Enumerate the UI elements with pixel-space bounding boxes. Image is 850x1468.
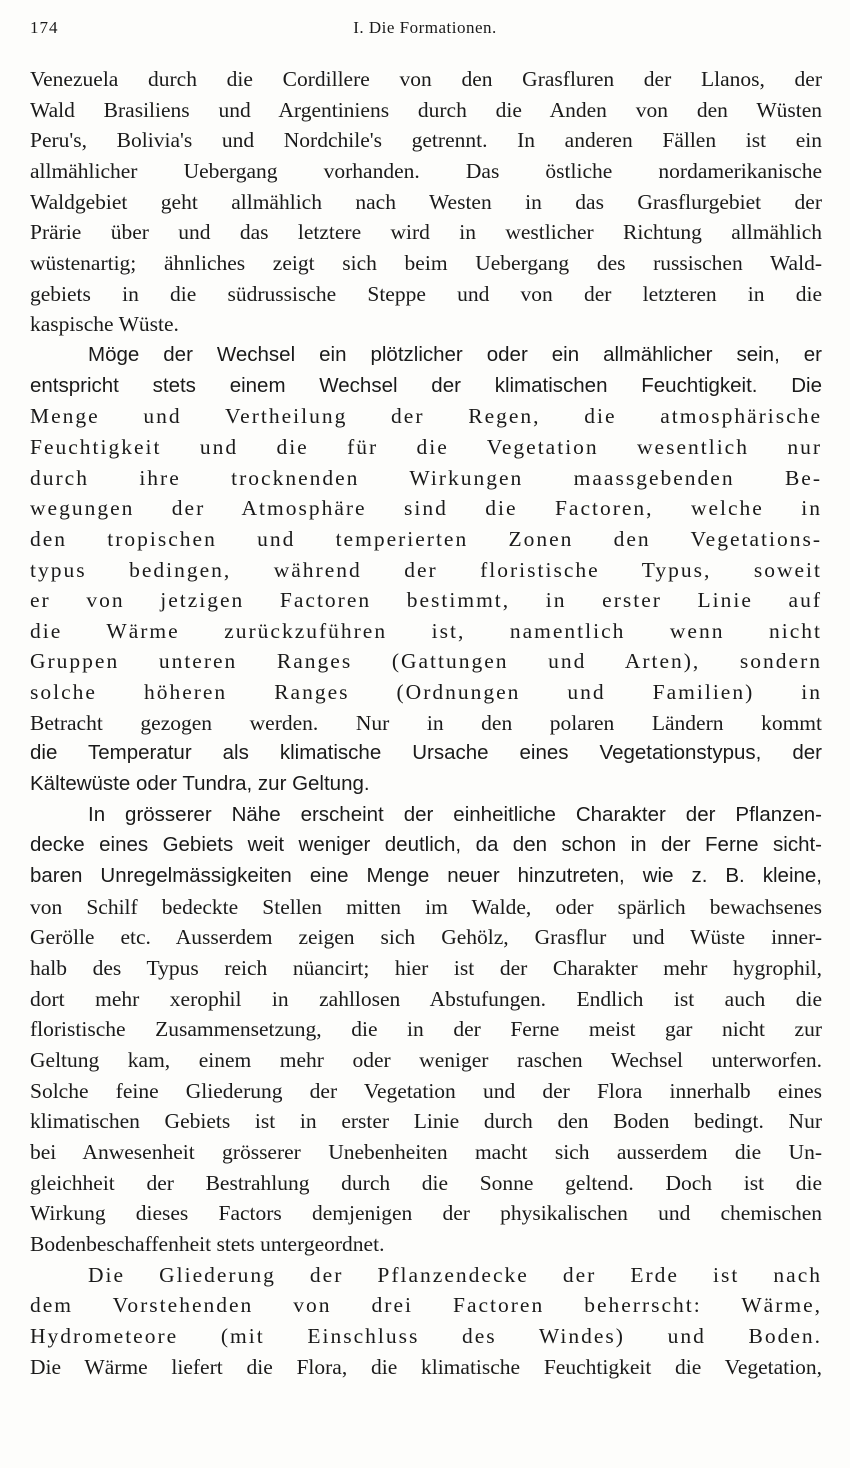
text-line: gebiets in die südrussische Steppe und von der letzteren in die — [30, 281, 822, 306]
page-header — [30, 18, 820, 46]
text-line: Menge und Vertheilung der Regen, die atmosphärische — [30, 404, 822, 429]
text-line: Gruppen unteren Ranges (Gattungen und Arten), sondern — [30, 649, 822, 674]
text-line: decke eines Gebiets weit weniger deutlich, da den schon in der Ferne sicht- — [30, 833, 822, 857]
text-line: Betracht gezogen werden. Nur in den polaren Ländern kommt — [30, 710, 822, 735]
text-line: Solche feine Gliederung der Vegetation und der Flora innerhalb eines — [30, 1078, 822, 1103]
text-line: Gerölle etc. Ausserdem zeigen sich Gehölz, Grasflur und Wüste inner- — [30, 925, 822, 950]
text-line: die Temperatur als klimatische Ursache eines Vegetationstypus, der — [30, 741, 822, 765]
text-line: In grösserer Nähe erscheint der einheitliche Charakter der Pflanzen- — [88, 802, 822, 826]
text-line: dort mehr xerophil in zahllosen Abstufungen. Endlich ist auch die — [30, 986, 822, 1011]
text-line: Geltung kam, einem mehr oder weniger raschen Wechsel unterworfen. — [30, 1048, 822, 1072]
text-line: Feuchtigkeit und die für die Vegetation wesentlich nur — [30, 434, 822, 459]
text-line: bei Anwesenheit grösserer Unebenheiten macht sich ausserdem die Un- — [30, 1139, 822, 1164]
page-number: 174 — [30, 18, 59, 37]
text-line: allmählicher Uebergang vorhanden. Das östliche nordamerikanische — [30, 158, 822, 183]
text-line: dem Vorstehenden von drei Factoren beherrscht: Wärme, — [30, 1293, 822, 1318]
body-text — [30, 64, 822, 1382]
text-line: den tropischen und temperierten Zonen den Vegetations- — [30, 526, 822, 551]
text-line: Möge der Wechsel ein plötzlicher oder ein allmählicher sein, er — [88, 342, 822, 366]
text-line: Kältewüste oder Tundra, zur Geltung. — [30, 772, 370, 796]
text-line: Hydrometeore (mit Einschluss des Windes) und Boden. — [30, 1323, 822, 1348]
text-line: die Wärme zurückzuführen ist, namentlich wenn nicht — [30, 618, 822, 643]
text-line: solche höheren Ranges (Ordnungen und Familien) in — [30, 680, 822, 705]
text-line: Die Gliederung der Pflanzendecke der Erde ist nach — [88, 1262, 822, 1287]
text-line: durch ihre trocknenden Wirkungen maassgebenden Be- — [30, 465, 822, 490]
text-line: Prärie über und das letztere wird in westlicher Richtung allmählich — [30, 220, 822, 245]
text-line: von Schilf bedeckte Stellen mitten im Walde, oder spärlich bewachsenes — [30, 894, 822, 919]
text-line: Peru's, Bolivia's und Nordchile's getrennt. In anderen Fällen ist ein — [30, 128, 822, 153]
text-line: gleichheit der Bestrahlung durch die Sonne geltend. Doch ist die — [30, 1170, 822, 1195]
text-line: Die Wärme liefert die Flora, die klimatische Feuchtigkeit die Vegetation, — [30, 1354, 822, 1379]
text-line: halb des Typus reich nüancirt; hier ist der Charakter mehr hygrophil, — [30, 956, 822, 981]
text-line: baren Unregelmässigkeiten eine Menge neuer hinzutreten, wie z. B. kleine, — [30, 864, 822, 888]
text-line: Bodenbeschaffenheit stets untergeordnet. — [30, 1231, 385, 1256]
text-line: Waldgebiet geht allmählich nach Westen in das Grasflurgebiet der — [30, 189, 822, 214]
text-line: entspricht stets einem Wechsel der klimatischen Feuchtigkeit. Die — [30, 373, 822, 397]
text-line: Venezuela durch die Cordillere von den Grasfluren der Llanos, der — [30, 67, 822, 91]
text-line: floristische Zusammensetzung, die in der Ferne meist gar nicht zur — [30, 1017, 822, 1042]
running-head: I. Die Formationen. — [353, 18, 497, 37]
text-line: klimatischen Gebiets ist in erster Linie durch den Boden bedingt. Nur — [30, 1109, 822, 1134]
text-line: typus bedingen, während der floristische Typus, soweit — [30, 557, 822, 582]
text-line: er von jetzigen Factoren bestimmt, in erster Linie auf — [30, 588, 822, 613]
text-line: Wirkung dieses Factors demjenigen der physikalischen und chemischen — [30, 1201, 822, 1226]
text-line: wegungen der Atmosphäre sind die Factoren, welche in — [30, 496, 822, 521]
text-line: wüstenartig; ähnliches zeigt sich beim Uebergang des russischen Wald- — [30, 250, 822, 275]
text-line: kaspische Wüste. — [30, 312, 179, 337]
text-line: Wald Brasiliens und Argentiniens durch die Anden von den Wüsten — [30, 97, 822, 122]
